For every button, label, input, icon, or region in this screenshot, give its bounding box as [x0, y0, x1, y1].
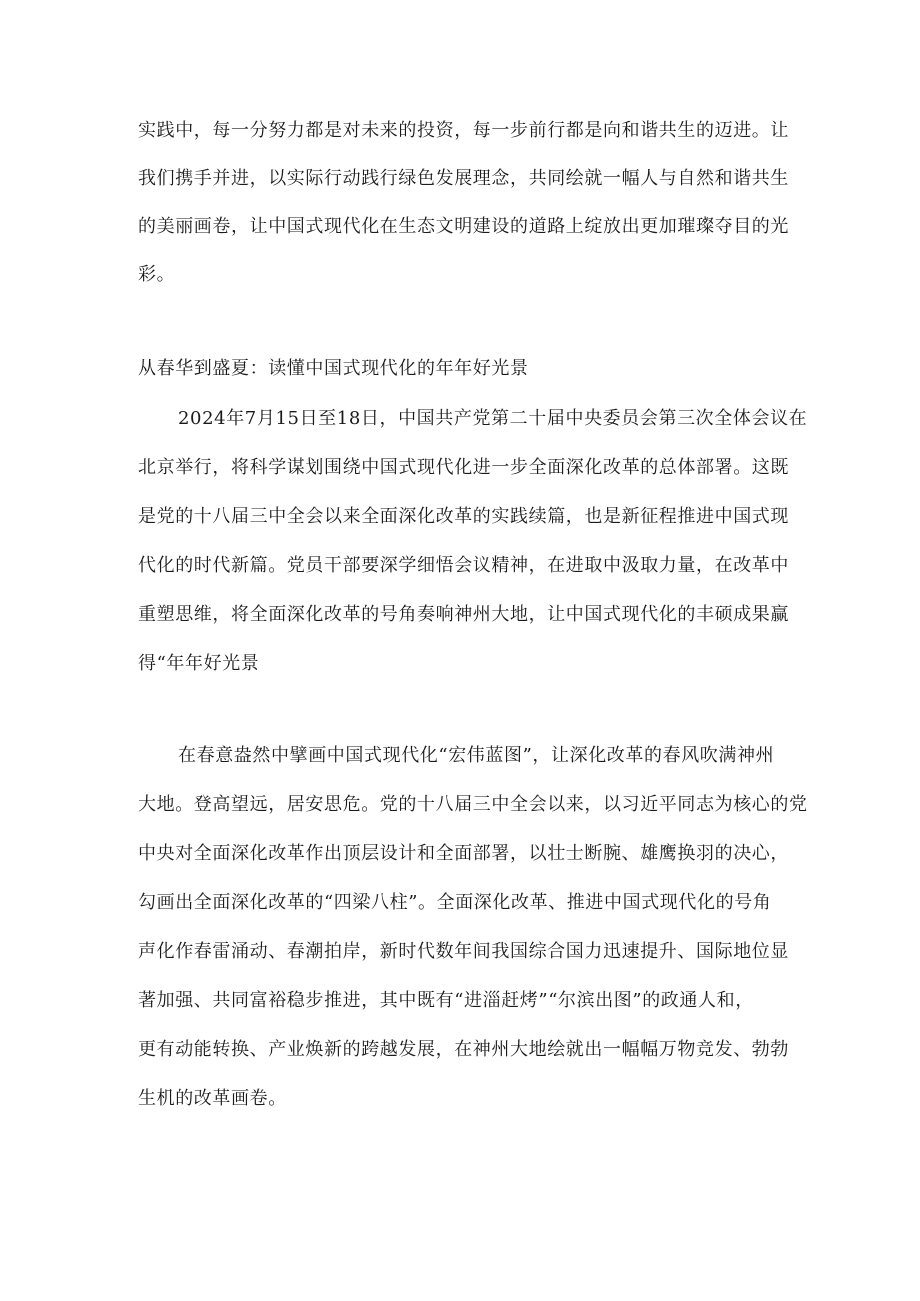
paragraph-2-line-2: 北京举行，将科学谋划围绕中国式现代化进一步全面深化改革的总体部署。这既 [138, 457, 789, 478]
paragraph-1-line-4: 彩。 [138, 264, 176, 285]
paragraph-1-line-3: 的美丽画卷，让中国式现代化在生态文明建设的道路上绽放出更加璀璨夺目的光 [138, 216, 789, 237]
paragraph-3-line-6: 著加强、共同富裕稳步推进，其中既有“进淄赶烤”“尔滨出图”的政通人和， [138, 990, 754, 1011]
paragraph-3-line-1: 在春意盎然中擘画中国式现代化“宏伟蓝图”，让深化改革的春风吹满神州 [178, 745, 775, 766]
paragraph-1-line-1: 实践中，每一分努力都是对未来的投资，每一步前行都是向和谐共生的迈进。让 [138, 120, 789, 141]
paragraph-1-line-2: 我们携手并进，以实际行动践行绿色发展理念，共同绘就一幅人与自然和谐共生 [138, 168, 789, 189]
paragraph-2-line-1: 2024年7月15日至18日，中国共产党第二十届中央委员会第三次全体会议在 [178, 408, 808, 429]
paragraph-2-line-5: 重塑思维，将全面深化改革的号角奏响神州大地，让中国式现代化的丰硕成果赢 [138, 604, 789, 625]
paragraph-2-line-4: 代化的时代新篇。党员干部要深学细悟会议精神，在进取中汲取力量，在改革中 [138, 555, 789, 576]
paragraph-3-line-7: 更有动能转换、产业焕新的跨越发展，在神州大地绘就出一幅幅万物竞发、勃勃 [138, 1039, 789, 1060]
paragraph-3-line-2: 大地。登高望远，居安思危。党的十八届三中全会以来，以习近平同志为核心的党 [138, 794, 808, 815]
paragraph-3-line-3: 中央对全面深化改革作出顶层设计和全面部署，以壮士断腕、雄鹰换羽的决心， [138, 843, 789, 864]
paragraph-2-line-3: 是党的十八届三中全会以来全面深化改革的实践续篇，也是新征程推进中国式现 [138, 506, 789, 527]
paragraph-3-line-4: 勾画出全面深化改革的“四梁八柱”。全面深化改革、推进中国式现代化的号角 [138, 892, 772, 913]
paragraph-3-line-5: 声化作春雷涌动、春潮拍岸，新时代数年间我国综合国力迅速提升、国际地位显 [138, 941, 789, 962]
section-title: 从春华到盛夏：读懂中国式现代化的年年好光景 [138, 358, 529, 379]
paragraph-2-line-6: 得“年年好光景 [138, 653, 260, 674]
paragraph-3-line-8: 生机的改革画卷。 [138, 1088, 287, 1109]
